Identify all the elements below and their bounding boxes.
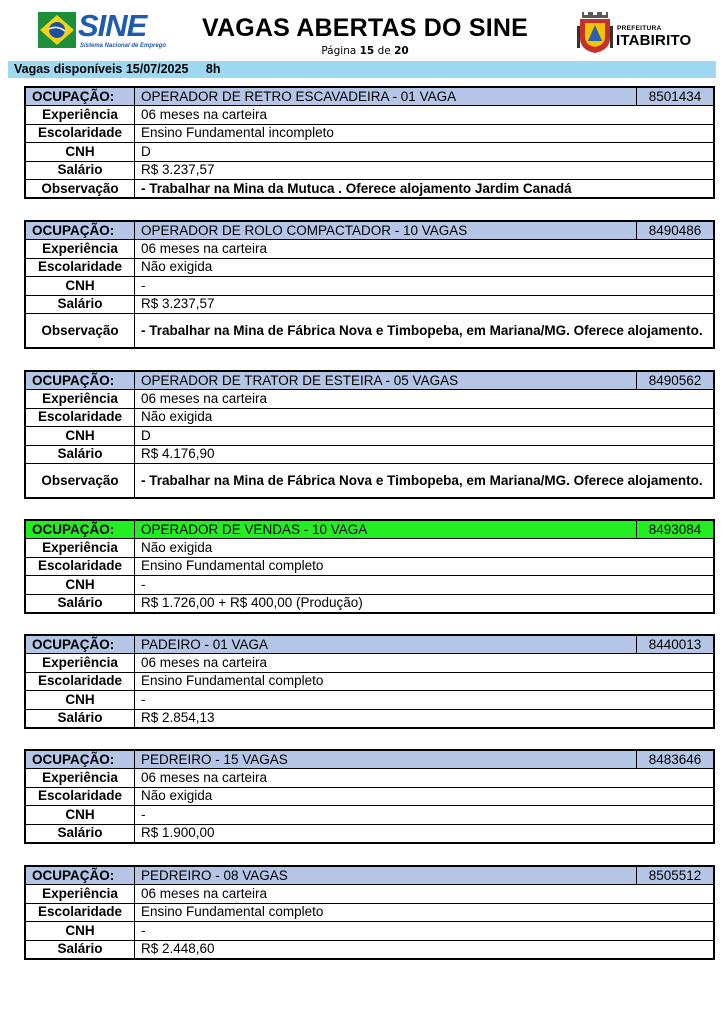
job-code: 8501434: [637, 87, 715, 106]
job-code: 8493084: [637, 520, 715, 539]
job-code: 8440013: [637, 635, 715, 654]
salary-label: Salário: [25, 709, 135, 728]
table-row: [25, 576, 714, 594]
experience-value: 06 meses na carteira: [135, 390, 715, 408]
education-label: Escolaridade: [25, 408, 135, 426]
job-header-row: [25, 750, 714, 769]
job-header-row: [25, 371, 714, 390]
experience-label: Experiência: [25, 106, 135, 124]
education-label: Escolaridade: [25, 672, 135, 690]
salary-label: Salário: [25, 295, 135, 313]
table-row: [25, 161, 714, 179]
job-header-row: [25, 520, 714, 539]
table-row: [25, 277, 714, 295]
education-value: Não exigida: [135, 787, 715, 805]
cnh-value: -: [135, 277, 715, 295]
prefeitura-label: PREFEITURA: [617, 25, 662, 32]
job-code: 8505512: [637, 866, 715, 885]
job-header-row: [25, 866, 714, 885]
table-row: [25, 691, 714, 709]
education-value: Ensino Fundamental completo: [135, 557, 715, 575]
education-value: Ensino Fundamental completo: [135, 903, 715, 921]
table-row: [25, 106, 714, 124]
table-row: [25, 313, 714, 348]
job-title: OPERADOR DE TRATOR DE ESTEIRA - 05 VAGAS: [135, 371, 637, 390]
table-row: [25, 124, 714, 142]
experience-label: Experiência: [25, 539, 135, 557]
salary-label: Salário: [25, 940, 135, 959]
job-code: 8490562: [637, 371, 715, 390]
cnh-label: CNH: [25, 922, 135, 940]
table-row: [25, 885, 714, 903]
occupation-label: OCUPAÇÃO:: [25, 371, 135, 390]
occupation-label: OCUPAÇÃO:: [25, 221, 135, 240]
observation-value: - Trabalhar na Mina da Mutuca . Oferece alojamento Jardim Canadá: [135, 179, 715, 198]
availability-banner: [8, 61, 716, 78]
job-table: [24, 749, 715, 844]
cnh-label: CNH: [25, 576, 135, 594]
experience-label: Experiência: [25, 654, 135, 672]
job-table: [24, 865, 715, 960]
experience-value: 06 meses na carteira: [135, 769, 715, 787]
table-row: [25, 940, 714, 959]
table-row: [25, 654, 714, 672]
job-header-row: [25, 221, 714, 240]
table-row: [25, 672, 714, 690]
table-row: [25, 922, 714, 940]
job-title: PEDREIRO - 15 VAGAS: [135, 750, 637, 769]
observation-value: - Trabalhar na Mina de Fábrica Nova e Timbopeba, em Mariana/MG. Oferece alojamento.: [135, 313, 715, 348]
education-value: Ensino Fundamental completo: [135, 672, 715, 690]
experience-label: Experiência: [25, 769, 135, 787]
experience-value: 06 meses na carteira: [135, 106, 715, 124]
table-row: [25, 240, 714, 258]
job-header-row: [25, 635, 714, 654]
table-row: [25, 903, 714, 921]
page-header: [0, 0, 724, 62]
table-row: [25, 709, 714, 728]
salary-value: R$ 4.176,90: [135, 445, 715, 463]
table-row: [25, 463, 714, 498]
observation-label: Observação: [25, 463, 135, 498]
education-label: Escolaridade: [25, 557, 135, 575]
salary-value: R$ 3.237,57: [135, 295, 715, 313]
education-value: Não exigida: [135, 258, 715, 276]
education-label: Escolaridade: [25, 124, 135, 142]
occupation-label: OCUPAÇÃO:: [25, 635, 135, 654]
education-label: Escolaridade: [25, 903, 135, 921]
job-title: OPERADOR DE VENDAS - 10 VAGA: [135, 520, 637, 539]
cnh-label: CNH: [25, 691, 135, 709]
experience-value: 06 meses na carteira: [135, 240, 715, 258]
prefeitura-logo: [576, 12, 696, 56]
cnh-value: -: [135, 691, 715, 709]
table-row: [25, 557, 714, 575]
table-row: [25, 539, 714, 557]
sine-logo-text: SINE: [78, 8, 147, 43]
job-table: [24, 370, 715, 499]
job-title: PADEIRO - 01 VAGA: [135, 635, 637, 654]
table-row: [25, 787, 714, 805]
salary-value: R$ 1.726,00 + R$ 400,00 (Produção): [135, 594, 715, 613]
page-indicator: [190, 45, 540, 57]
cnh-label: CNH: [25, 806, 135, 824]
table-row: [25, 390, 714, 408]
job-code: 8483646: [637, 750, 715, 769]
table-row: [25, 258, 714, 276]
education-value: Não exigida: [135, 408, 715, 426]
cnh-label: CNH: [25, 427, 135, 445]
salary-value: R$ 2.854,13: [135, 709, 715, 728]
education-label: Escolaridade: [25, 258, 135, 276]
sine-flag-icon: [38, 12, 76, 48]
salary-label: Salário: [25, 824, 135, 843]
job-table: [24, 86, 715, 199]
table-row: [25, 427, 714, 445]
job-title: PEDREIRO - 08 VAGAS: [135, 866, 637, 885]
job-table: [24, 634, 715, 729]
sine-logo-subtitle: Sistema Nacional de Emprego: [80, 43, 167, 49]
cnh-value: -: [135, 576, 715, 594]
occupation-label: OCUPAÇÃO:: [25, 520, 135, 539]
page-current: 15: [359, 45, 375, 57]
cnh-value: D: [135, 427, 715, 445]
page-total: 20: [394, 45, 409, 57]
job-table: [24, 519, 715, 614]
education-value: Ensino Fundamental incompleto: [135, 124, 715, 142]
cnh-label: CNH: [25, 143, 135, 161]
education-label: Escolaridade: [25, 787, 135, 805]
table-row: [25, 295, 714, 313]
job-code: 8490486: [637, 221, 715, 240]
cnh-value: D: [135, 143, 715, 161]
city-crest-icon: [576, 12, 614, 54]
table-row: [25, 408, 714, 426]
job-header-row: [25, 87, 714, 106]
cnh-value: -: [135, 922, 715, 940]
table-row: [25, 594, 714, 613]
experience-value: 06 meses na carteira: [135, 654, 715, 672]
table-row: [25, 769, 714, 787]
job-table: [24, 220, 715, 349]
salary-label: Salário: [25, 594, 135, 613]
experience-value: Não exigida: [135, 539, 715, 557]
observation-label: Observação: [25, 313, 135, 348]
salary-value: R$ 2.448,60: [135, 940, 715, 959]
occupation-label: OCUPAÇÃO:: [25, 87, 135, 106]
page-title: VAGAS ABERTAS DO SINE: [202, 14, 528, 42]
cnh-label: CNH: [25, 277, 135, 295]
salary-label: Salário: [25, 445, 135, 463]
occupation-label: OCUPAÇÃO:: [25, 866, 135, 885]
experience-value: 06 meses na carteira: [135, 885, 715, 903]
table-row: [25, 445, 714, 463]
table-row: [25, 143, 714, 161]
experience-label: Experiência: [25, 390, 135, 408]
banner-time: 8h: [205, 62, 221, 76]
observation-value: - Trabalhar na Mina de Fábrica Nova e Timbopeba, em Mariana/MG. Oferece alojamento.: [135, 463, 715, 498]
cnh-value: -: [135, 806, 715, 824]
salary-value: R$ 1.900,00: [135, 824, 715, 843]
job-title: OPERADOR DE RETRO ESCAVADEIRA - 01 VAGA: [135, 87, 637, 106]
page-of: de: [377, 45, 391, 57]
prefeitura-city: ITABIRITO: [616, 32, 692, 49]
table-row: [25, 824, 714, 843]
experience-label: Experiência: [25, 240, 135, 258]
job-title: OPERADOR DE ROLO COMPACTADOR - 10 VAGAS: [135, 221, 637, 240]
table-row: [25, 806, 714, 824]
occupation-label: OCUPAÇÃO:: [25, 750, 135, 769]
banner-date: Vagas disponíveis 15/07/2025: [14, 62, 189, 76]
page-word: Página: [321, 45, 357, 57]
sine-logo: [38, 8, 167, 54]
experience-label: Experiência: [25, 885, 135, 903]
salary-value: R$ 3.237,57: [135, 161, 715, 179]
table-row: [25, 179, 714, 198]
salary-label: Salário: [25, 161, 135, 179]
observation-label: Observação: [25, 179, 135, 198]
